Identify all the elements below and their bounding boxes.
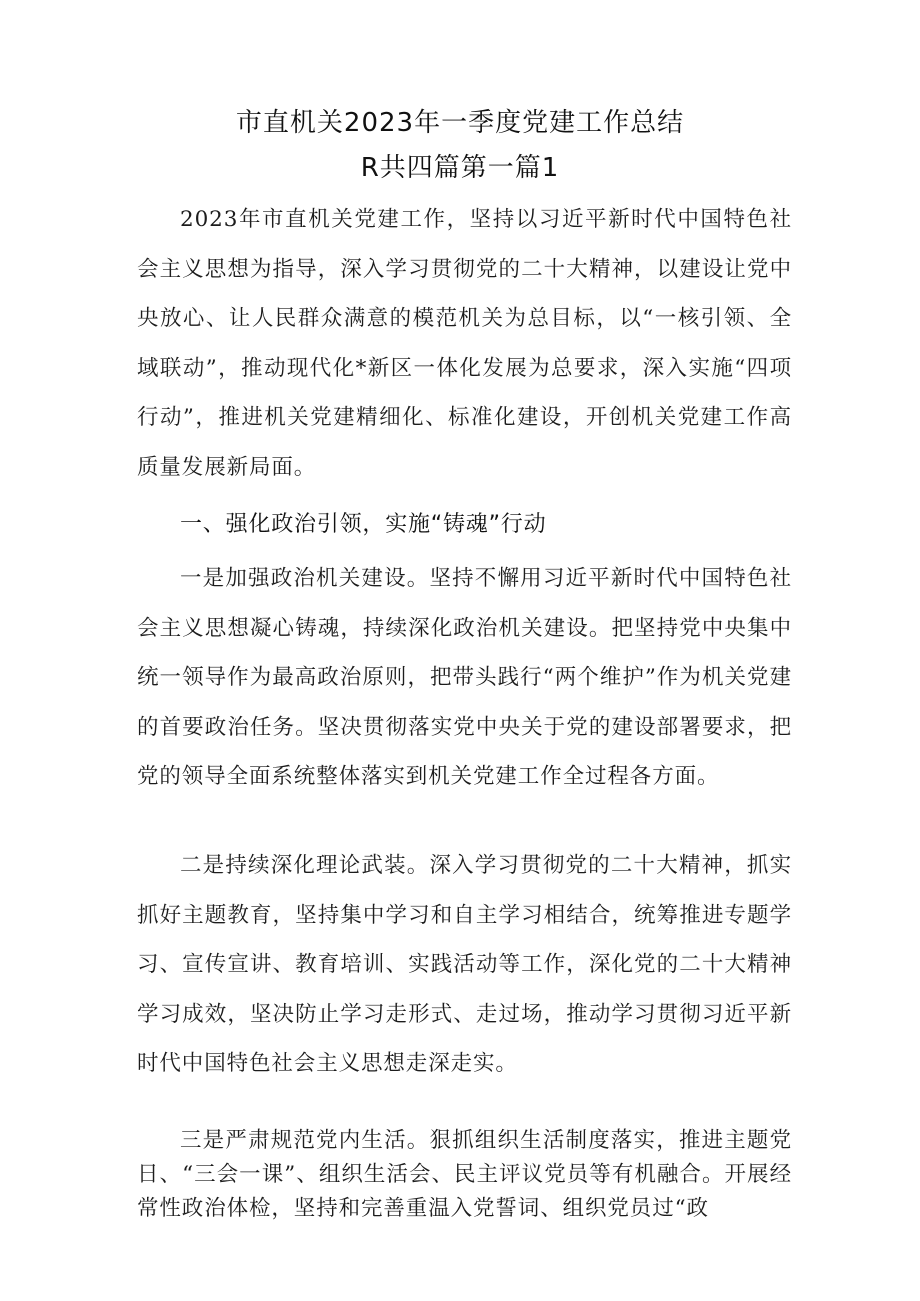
intro-paragraph: 2023年市直机关党建工作，坚持以习近平新时代中国特色社会主义思想为指导，深入学习贯彻党的二十大精神，以建设让党中央放心、让人民群众满意的模范机关为总目标，以“一核引领、全域联动”，推动现代化*新区一体化发展为总要求，深入实施“四项行动”，推进机关党建精细化、标准化建设，开创机关党建工作高质量发展新局面。	[137, 207, 792, 480]
section-heading: 一、强化政治引领，实施“铸魂”行动	[180, 512, 547, 537]
document-title: 市直机关2023年一季度党建工作总结	[235, 108, 685, 138]
paragraph-theory-study: 二是持续深化理论武装。深入学习贯彻党的二十大精神，抓实抓好主题教育，坚持集中学习和自主学习相结合，统筹推进专题学习、宣传宣讲、教育培训、实践活动等工作，深化党的二十大精神学习成效，坚决防止学习走形式、走过场，推动学习贯彻习近平新时代中国特色社会主义思想走深走实。	[137, 853, 792, 1076]
document-subtitle: R共四篇第一篇1	[360, 153, 560, 183]
paragraph-party-life: 三是严肃规范党内生活。狠抓组织生活制度落实，推进主题党日、“三会一课”、组织生活会、民主评议党员等有机融合。开展经常性政治体检，坚持和完善重温入党誓词、组织党员过“政	[137, 1128, 792, 1221]
paragraph-political-organ: 一是加强政治机关建设。坚持不懈用习近平新时代中国特色社会主义思想凝心铸魂，持续深化政治机关建设。把坚持党中央集中统一领导作为最高政治原则，把带头践行“两个维护”作为机关党建的首要政治任务。坚决贯彻落实党中央关于党的建设部署要求，把党的领导全面系统整体落实到机关党建工作全过程各方面。	[137, 566, 792, 789]
